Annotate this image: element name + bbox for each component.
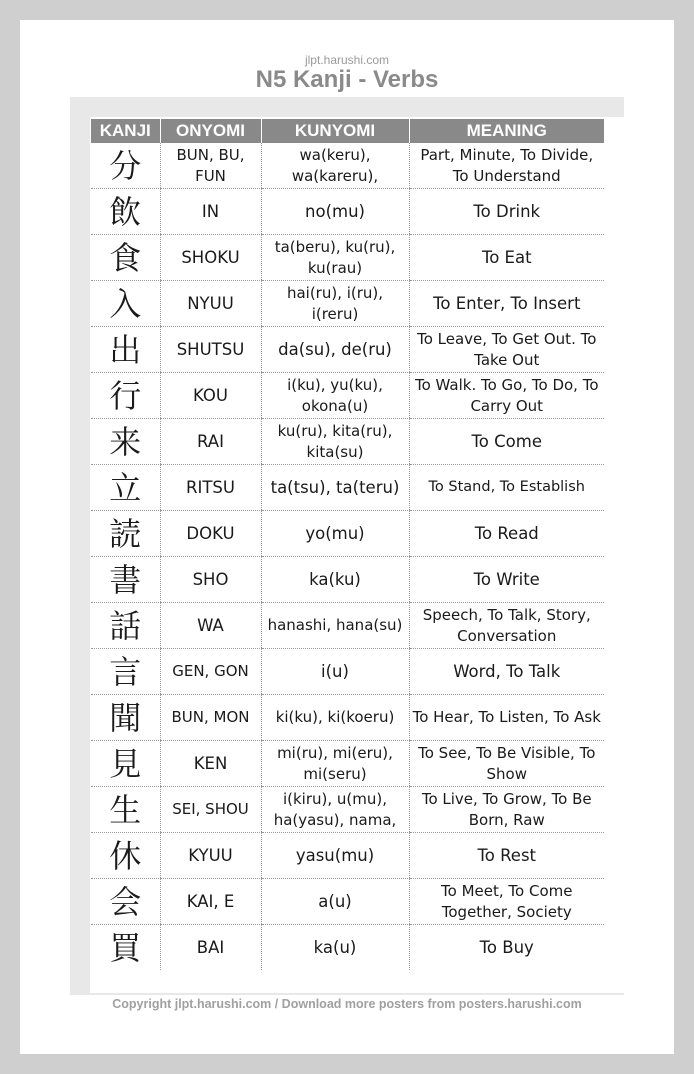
kunyomi-cell: a(u)	[261, 879, 409, 925]
kunyomi-cell: ka(u)	[261, 925, 409, 971]
onyomi-cell: WA	[160, 603, 261, 649]
kanji-cell: 休	[91, 833, 160, 879]
meaning-cell: Part, Minute, To Divide, To Understand	[409, 143, 604, 189]
table-row	[91, 603, 604, 649]
kanji-cell: 行	[91, 373, 160, 419]
kunyomi-cell: i(kiru), u(mu), ha(yasu), nama,	[261, 787, 409, 833]
kanji-cell: 言	[91, 649, 160, 695]
kanji-cell: 食	[91, 235, 160, 281]
kanji-cell: 買	[109, 928, 142, 967]
site-url: jlpt.harushi.com	[304, 53, 390, 67]
kanji-cell: 書	[91, 557, 160, 603]
meaning-cell: To Buy	[409, 925, 604, 971]
onyomi-cell: BUN, MON	[160, 695, 261, 741]
table-row	[91, 419, 604, 465]
meaning-cell: To Walk. To Go, To Do, To Carry Out	[409, 373, 604, 419]
kunyomi-cell: ku(ru), kita(ru), kita(su)	[261, 419, 409, 465]
onyomi-cell: SHOKU	[160, 235, 261, 281]
onyomi-cell: BAI	[160, 925, 261, 971]
kanji-cell: 生	[91, 787, 160, 833]
onyomi-cell: KOU	[160, 373, 261, 419]
table-row	[91, 143, 604, 189]
column-header-meaning: MEANING	[409, 119, 604, 143]
meaning-cell: To Eat	[409, 235, 604, 281]
meaning-cell: To Read	[409, 511, 604, 557]
kunyomi-cell: ki(ku), ki(koeru)	[261, 695, 409, 741]
table-row	[91, 925, 604, 971]
meaning-cell: To Stand, To Establish	[409, 465, 604, 511]
onyomi-cell: RITSU	[160, 465, 261, 511]
table-row	[91, 649, 604, 695]
kanji-cell: 見	[91, 741, 160, 787]
kunyomi-cell: no(mu)	[261, 189, 409, 235]
onyomi-cell: KYUU	[160, 833, 261, 879]
kanji-cell: 来	[91, 419, 160, 465]
meaning-cell: To See, To Be Visible, To Show	[409, 741, 604, 787]
kunyomi-cell: yasu(mu)	[261, 833, 409, 879]
table-row	[91, 235, 604, 281]
table-row	[91, 373, 604, 419]
kanji-cell: 立	[91, 465, 160, 511]
column-header-kanji: KANJI	[91, 119, 160, 143]
kunyomi-cell: ka(ku)	[261, 557, 409, 603]
poster-page	[20, 20, 674, 1054]
meaning-cell: To Leave, To Get Out. To Take Out	[409, 327, 604, 373]
onyomi-cell: RAI	[160, 419, 261, 465]
table-header-row	[91, 119, 604, 143]
meaning-cell: Speech, To Talk, Story, Conversation	[409, 603, 604, 649]
kunyomi-cell: wa(keru), wa(kareru),	[261, 143, 409, 189]
onyomi-cell: DOKU	[160, 511, 261, 557]
onyomi-cell: IN	[160, 189, 261, 235]
copyright-footer: Copyright jlpt.harushi.com / Download more posters from posters.harushi.com	[112, 997, 582, 1011]
meaning-cell: Word, To Talk	[409, 649, 604, 695]
table-row	[91, 695, 604, 741]
onyomi-cell: SEI, SHOU	[160, 787, 261, 833]
meaning-cell: To Rest	[409, 833, 604, 879]
kunyomi-cell: hanashi, hana(su)	[261, 603, 409, 649]
kanji-cell: 飲	[91, 189, 160, 235]
table-row	[91, 281, 604, 327]
table-row	[91, 557, 604, 603]
meaning-cell: To Enter, To Insert	[409, 281, 604, 327]
kunyomi-cell: mi(ru), mi(eru), mi(seru)	[261, 741, 409, 787]
meaning-cell: To Meet, To Come Together, Society	[409, 879, 604, 925]
kanji-table	[91, 119, 604, 970]
onyomi-cell: KEN	[160, 741, 261, 787]
kunyomi-cell: ta(beru), ku(ru), ku(rau)	[261, 235, 409, 281]
kunyomi-cell: hai(ru), i(ru), i(reru)	[261, 281, 409, 327]
column-header-onyomi: ONYOMI	[160, 119, 261, 143]
onyomi-cell: NYUU	[160, 281, 261, 327]
kanji-cell: 入	[91, 281, 160, 327]
meaning-cell: To Live, To Grow, To Be Born, Raw	[409, 787, 604, 833]
page-title: N5 Kanji - Verbs	[255, 66, 439, 93]
table-row	[91, 787, 604, 833]
kunyomi-cell: yo(mu)	[261, 511, 409, 557]
kunyomi-cell: da(su), de(ru)	[261, 327, 409, 373]
meaning-cell: To Drink	[409, 189, 604, 235]
onyomi-cell: SHUTSU	[160, 327, 261, 373]
onyomi-cell: SHO	[160, 557, 261, 603]
kanji-cell: 聞	[91, 695, 160, 741]
column-header-kunyomi: KUNYOMI	[261, 119, 409, 143]
meaning-cell: To Hear, To Listen, To Ask	[409, 695, 604, 741]
meaning-cell: To Write	[409, 557, 604, 603]
table-row	[91, 511, 604, 557]
table-row	[91, 741, 604, 787]
kanji-cell: 分	[91, 143, 160, 189]
kanji-cell: 読	[91, 511, 160, 557]
kanji-cell: 会	[91, 879, 160, 925]
kunyomi-cell: i(u)	[261, 649, 409, 695]
onyomi-cell: KAI, E	[160, 879, 261, 925]
kanji-cell: 話	[91, 603, 160, 649]
onyomi-cell: GEN, GON	[160, 649, 261, 695]
kunyomi-cell: ta(tsu), ta(teru)	[261, 465, 409, 511]
table-row	[91, 833, 604, 879]
meaning-cell: To Come	[409, 419, 604, 465]
onyomi-cell: BUN, BU, FUN	[160, 143, 261, 189]
kunyomi-cell: i(ku), yu(ku), okona(u)	[261, 373, 409, 419]
table-row	[91, 465, 604, 511]
kanji-cell: 出	[91, 327, 160, 373]
table-row	[91, 879, 604, 925]
table-row	[91, 327, 604, 373]
table-row	[91, 189, 604, 235]
